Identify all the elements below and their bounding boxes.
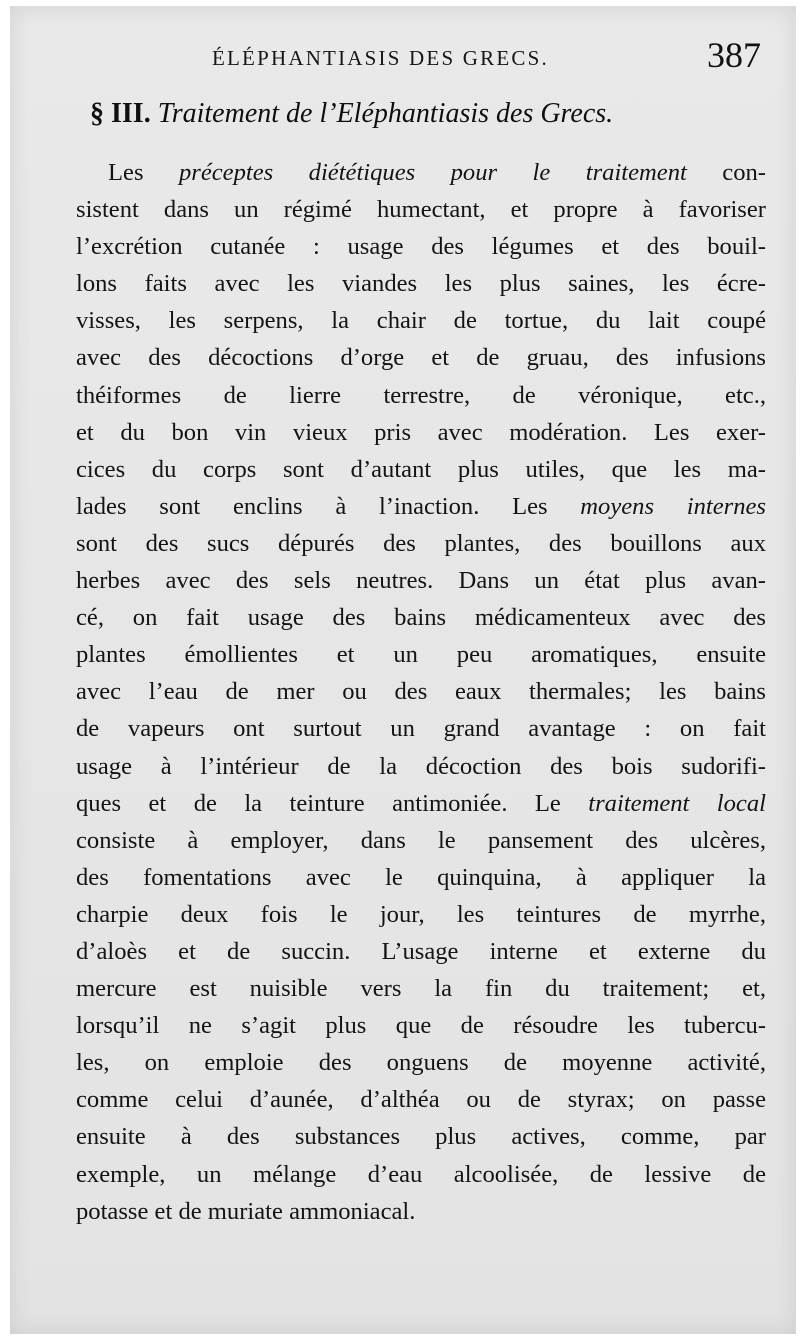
- text-line: [76, 525, 766, 562]
- text-segment: l’excrétion cutanée : usage des légumes et des bouil-: [76, 233, 766, 261]
- italic-phrase: traitement local: [588, 789, 766, 817]
- text-segment: consiste à employer, dans le pansement des ulcères,: [76, 826, 766, 854]
- text-line: [76, 1044, 766, 1081]
- text-line: [76, 154, 766, 191]
- text-line: [76, 636, 766, 673]
- text-line: [76, 1007, 766, 1044]
- body-paragraph: [76, 154, 766, 1230]
- text-line: [76, 599, 766, 636]
- text-segment: théiformes de lierre terrestre, de véronique, etc.,: [76, 381, 766, 409]
- text-segment: usage à l’intérieur de la décoction des bois sudorifi-: [76, 752, 766, 780]
- text-line: [76, 562, 766, 599]
- text-segment: Les: [108, 159, 179, 186]
- text-segment: sont des sucs dépurés des plantes, des bouillons aux: [76, 529, 766, 557]
- text-line: [76, 1156, 766, 1193]
- text-line: [76, 748, 766, 785]
- text-line: [76, 265, 766, 302]
- text-segment: charpie deux fois le jour, les teintures de myrrhe,: [76, 900, 766, 928]
- text-segment: cé, on fait usage des bains médicamenteux avec des: [76, 604, 766, 632]
- text-line: [76, 785, 766, 822]
- text-line: [76, 414, 766, 451]
- text-segment: sistent dans un régimé humectant, et propre à favoriser: [76, 196, 766, 224]
- book-page: [10, 6, 796, 1334]
- text-segment: ques et de la teinture antimoniée. Le: [76, 789, 589, 817]
- text-line: [76, 822, 766, 859]
- text-line: [76, 933, 766, 970]
- text-segment: visses, les serpens, la chair de tortue, du lait coupé: [76, 307, 766, 335]
- text-line: [76, 488, 766, 525]
- section-heading: [90, 98, 770, 130]
- text-line: [76, 302, 766, 339]
- text-segment: de vapeurs ont surtout un grand avantage : on fait: [76, 715, 766, 743]
- text-line: [76, 970, 766, 1007]
- text-segment: herbes avec des sels neutres. Dans un état plus avan-: [76, 567, 766, 595]
- text-line: [76, 339, 766, 376]
- italic-phrase: préceptes diététiques pour le traitement: [178, 159, 687, 186]
- text-segment: lades sont enclins à l’inaction. Les: [76, 492, 581, 520]
- text-line: [76, 896, 766, 933]
- text-segment: ensuite à des substances plus actives, comme, par: [76, 1123, 766, 1151]
- text-line: [76, 377, 766, 414]
- text-segment: lorsqu’il ne s’agit plus que de résoudre les tubercu-: [76, 1012, 766, 1040]
- text-segment: d’aloès et de succin. L’usage interne et externe du: [76, 937, 766, 965]
- text-segment: avec des décoctions d’orge et de gruau, des infusions: [76, 344, 766, 372]
- text-line: [76, 859, 766, 896]
- text-segment: exemple, un mélange d’eau alcoolisée, de lessive de: [76, 1160, 766, 1188]
- running-title: ÉLÉPHANTIASIS DES GRECS.: [212, 46, 549, 70]
- text-line: [76, 1193, 766, 1230]
- text-segment: con-: [686, 159, 766, 186]
- text-segment: cices du corps sont d’autant plus utiles, que les ma-: [76, 455, 766, 483]
- text-segment: des fomentations avec le quinquina, à appliquer la: [76, 863, 766, 891]
- text-line: [76, 451, 766, 488]
- text-line: [76, 228, 766, 265]
- text-line: [76, 191, 766, 228]
- italic-phrase: moyens internes: [580, 492, 767, 520]
- text-line: [76, 710, 766, 747]
- text-segment: mercure est nuisible vers la fin du traitement; et,: [76, 975, 766, 1003]
- text-line: [76, 1118, 766, 1155]
- text-segment: comme celui d’aunée, d’althéa ou de styrax; on passe: [76, 1086, 766, 1114]
- text-segment: avec l’eau de mer ou des eaux thermales; les bains: [76, 678, 766, 706]
- text-segment: et du bon vin vieux pris avec modération. Les exer-: [76, 418, 766, 446]
- text-segment: lons faits avec les viandes les plus saines, les écre-: [76, 270, 766, 298]
- section-number: § III.: [90, 98, 151, 129]
- page-header: [10, 34, 796, 84]
- text-line: [76, 673, 766, 710]
- section-title: Traitement de l’Eléphantiasis des Grecs.: [157, 98, 614, 129]
- page-number: 387: [707, 35, 761, 75]
- text-segment: plantes émollientes et un peu aromatiques, ensuite: [76, 641, 766, 669]
- text-line: [76, 1081, 766, 1118]
- text-segment: les, on emploie des onguens de moyenne activité,: [76, 1049, 766, 1077]
- text-segment: potasse et de muriate ammoniacal.: [76, 1197, 416, 1225]
